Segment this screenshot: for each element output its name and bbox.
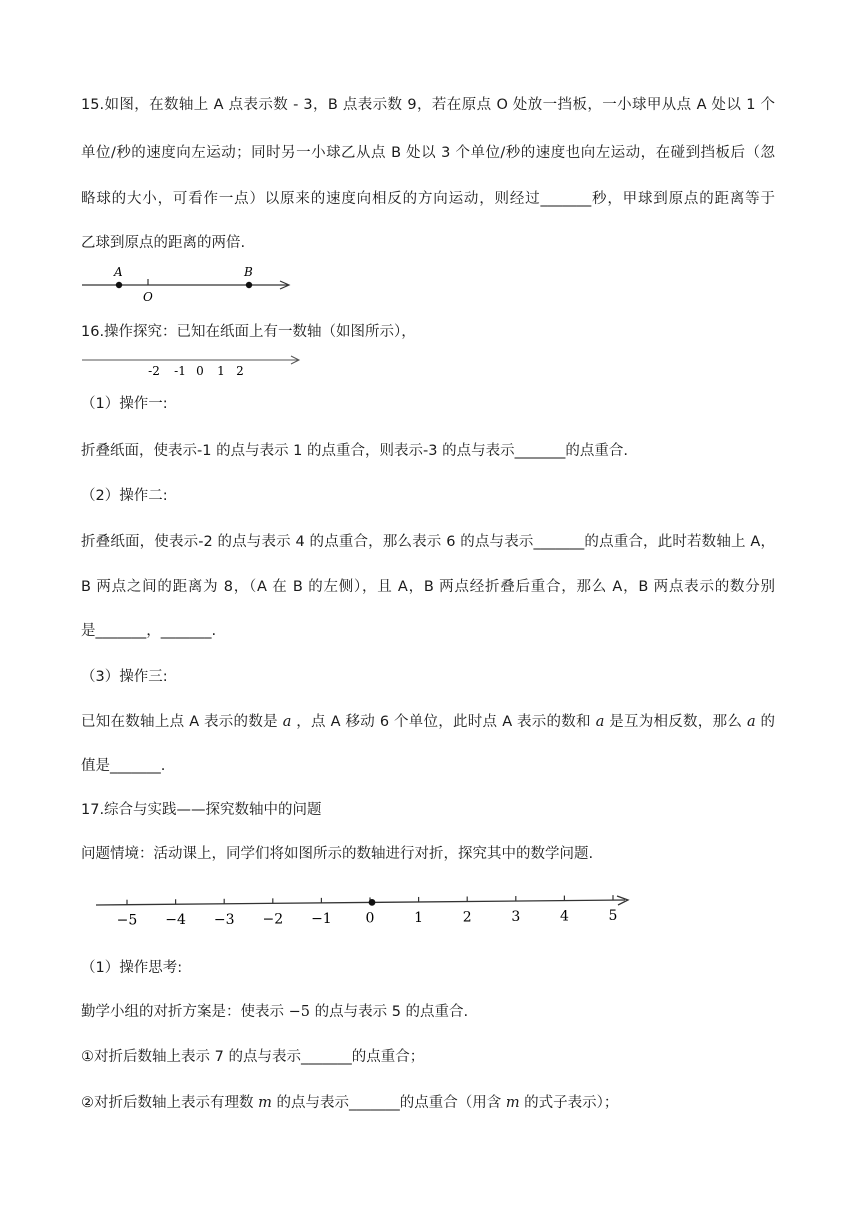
tick-label: 3 — [511, 909, 521, 926]
q16-op2-line-1: 折叠纸面，使表示-2 的点与表示 4 的点重合，那么表示 6 的点与表示_______的点重合，此时若数轴上 A， — [81, 534, 775, 550]
q17-number-line-figure — [90, 884, 635, 932]
text-segment: 的点与表示 5 的点重合. — [309, 1004, 469, 1020]
tick-label: 0 — [365, 910, 375, 927]
q17-item-2 — [81, 1093, 618, 1113]
q17-context: 问题情境：活动课上，同学们将如图所示的数轴进行对折，探究其中的数学问题. — [81, 846, 594, 862]
tick-label: 5 — [608, 908, 618, 925]
tick-label: 1 — [217, 364, 225, 378]
text-segment: 勤学小组的对折方案是：使表示 — [81, 1004, 289, 1020]
variable-a: a — [282, 714, 292, 730]
tick-label: −5 — [116, 912, 138, 929]
tick-label: 2 — [462, 909, 472, 926]
origin-dot — [369, 899, 376, 906]
q16-op1-title: （1）操作一: — [81, 396, 168, 412]
tick-label: 2 — [236, 364, 244, 378]
q17-item-1: ①对折后数轴上表示 7 的点与表示_______的点重合； — [81, 1049, 425, 1065]
q16-number-line-figure — [80, 350, 305, 380]
q15-line-4: 乙球到原点的距离的两倍. — [81, 235, 246, 251]
q17-title: 17.综合与实践——探究数轴中的问题 — [81, 802, 322, 818]
number-minus-five: −5 — [288, 1004, 310, 1020]
text-segment: 是互为相反数，那么 — [604, 714, 747, 730]
point-a-dot — [116, 282, 122, 288]
q16-op3-title: （3）操作三: — [81, 669, 168, 685]
label-a: A — [114, 265, 123, 279]
tick-label: 4 — [559, 908, 569, 925]
tick-label: 0 — [196, 364, 204, 378]
q16-op3-line-2: 值是_______. — [81, 758, 166, 774]
text-segment: 的式子表示）； — [519, 1095, 619, 1111]
q16-op2-title: （2）操作二: — [81, 488, 168, 504]
text-segment: 已知在数轴上点 A 表示的数是 — [81, 714, 283, 730]
q16-op1-text: 折叠纸面，使表示-1 的点与表示 1 的点重合，则表示-3 的点与表示_______的点重合. — [81, 443, 628, 459]
point-b-dot — [246, 282, 252, 288]
label-o: O — [143, 290, 153, 304]
q15-line-1: 15.如图，在数轴上 A 点表示数 - 3，B 点表示数 9，若在原点 O 处放一挡板，一小球甲从点 A 处以 1 个 — [81, 97, 775, 113]
q16-op3-line-1 — [81, 712, 775, 732]
variable-a: a — [746, 714, 756, 730]
text-segment: 的 — [755, 714, 776, 730]
tick-label: 1 — [414, 909, 424, 926]
q17-op1-title: （1）操作思考: — [81, 960, 183, 976]
q16-op2-line-2: B 两点之间的距离为 8，（A 在 B 的左侧），且 A，B 两点经折叠后重合，那么 A，B 两点表示的数分别 — [81, 579, 775, 595]
label-b: B — [244, 265, 253, 279]
variable-a: a — [595, 714, 605, 730]
tick-label: -1 — [174, 364, 186, 378]
tick-label: −4 — [165, 912, 186, 929]
q15-line-2: 单位/秒的速度向左运动；同时另一小球乙从点 B 处以 3 个单位/秒的速度也向左运动，在碰到挡板后（忽 — [81, 145, 775, 161]
q16-op2-line-3: 是_______，_______. — [81, 623, 217, 639]
q17-plan — [81, 1002, 468, 1022]
variable-m: m — [258, 1095, 272, 1111]
tick-label: -2 — [148, 364, 160, 378]
tick-label: −2 — [262, 911, 284, 928]
variable-m: m — [505, 1095, 520, 1111]
text-segment: ②对折后数轴上表示有理数 — [81, 1095, 259, 1111]
q15-number-line-figure — [78, 262, 298, 304]
text-segment: 的点与表示_______的点重合（用含 — [271, 1095, 506, 1111]
tick-label: −3 — [213, 911, 235, 928]
text-segment: ，点 A 移动 6 个单位，此时点 A 表示的数和 — [291, 714, 596, 730]
q16-intro: 16.操作探究：已知在纸面上有一数轴（如图所示）， — [81, 324, 416, 340]
q15-line-3: 略球的大小，可看作一点）以原来的速度向相反的方向运动，则经过_______秒，甲球到原点的距离等于 — [81, 191, 775, 207]
tick-label: −1 — [311, 910, 332, 927]
